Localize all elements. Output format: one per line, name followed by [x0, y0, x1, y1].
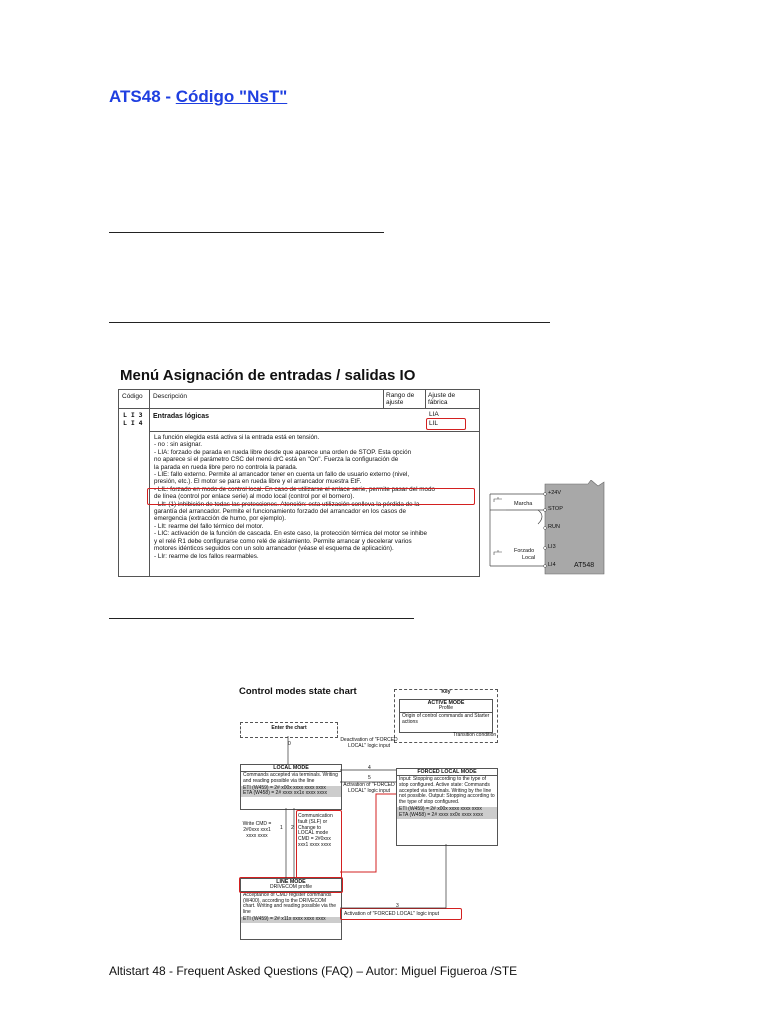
highlight-activation: [340, 908, 462, 920]
activation-bottom-label: Activation of "FORCED LOCAL" logic input: [344, 911, 439, 917]
terminal-stop: STOP: [548, 506, 563, 512]
desc-line: no aparece si el parámetro CSC del menú drC está en "On". Fuerza la configuración de: [154, 456, 399, 464]
line-etl: ETI (W459) = 2# x11x xxxx xxxx xxxx: [241, 917, 341, 923]
desc-line: - LIt: rearme del fallo térmico del motor.: [154, 522, 264, 530]
highlight-lil-row: [147, 485, 475, 505]
forced-etl: ETI (W459) = 2# x00x xxxx xxxx xxxx: [397, 807, 497, 813]
header-factory: Ajuste de fábrica: [428, 392, 456, 406]
title-link[interactable]: Código "NsT": [175, 87, 288, 106]
code-li4: L I 4: [123, 419, 143, 427]
desc-line: - no : sin asignar.: [154, 441, 202, 449]
n0: 0: [288, 741, 291, 747]
wiring-figure: [488, 480, 606, 576]
code-li3: L I 3: [123, 411, 143, 419]
key-title: Key: [441, 689, 451, 695]
line-profile: DRIVECOM profile: [241, 885, 341, 892]
menu-table: [118, 389, 480, 577]
line-title: LINE MODE: [276, 879, 306, 885]
header-description: Descripción: [153, 393, 187, 400]
device-label: AT548: [574, 562, 595, 569]
highlight-lil-factory: [426, 418, 466, 430]
comm-label: Communication fault (SLF) or Change to LOCAL mode CMD = 2#0xxx xxx1 xxxx xxxx: [298, 813, 333, 848]
local-eta: ETA (W458) = 2# xxxx xx1x xxxx xxxx: [241, 791, 341, 797]
enter-label: Enter the chart: [271, 725, 307, 731]
divider-3: [109, 618, 414, 619]
terminal-li4: LI4: [548, 562, 556, 568]
key-box: [394, 689, 498, 743]
desc-line: presión, etc.). El motor se para en rueda libre y el arrancador muestra EtF.: [154, 478, 362, 486]
n2: 2: [291, 825, 294, 831]
row-divider: [149, 431, 479, 432]
forced-text: Input: Stopping according to the type of stop configured. Active state: Commands accepted via terminals. Writing by the line not possible. Output: Stopping according to the type of stop configured.: [399, 776, 495, 806]
label-local: Local: [522, 555, 536, 561]
row-title: Entradas lógicas: [153, 413, 210, 420]
col-divider: [383, 390, 384, 408]
key-active: ACTIVE MODE: [427, 700, 465, 706]
desc-line: - LIC: activación de la función de cascada. En este caso, la protección térmica del motor se inhibe: [154, 530, 428, 538]
desc-line: - LIA: forzado de parada en rueda libre desde que aparece una orden de STOP. Esta opción: [154, 448, 412, 456]
deactivation-label: Deactivation of "FORCED LOCAL" logic input: [340, 737, 398, 749]
write-label: Write CMD = 2#0xxx xxx1 xxxx xxxx: [242, 821, 272, 839]
desc-line: garantía del arrancador. Permite el funcionamiento forzado del arrancador en los casos de: [154, 508, 407, 516]
key-sample-box: [399, 699, 493, 733]
forced-local-box: [396, 768, 498, 846]
forced-eta: ETA (W458) = 2# xxxx xx0x xxxx xxxx: [397, 813, 497, 819]
col-divider: [425, 390, 426, 408]
highlight-comm: [296, 810, 342, 884]
highlight-line-title: [239, 877, 343, 893]
divider-2: [109, 322, 550, 323]
desc-line: la parada en rueda libre pero no controla la parada.: [154, 463, 298, 471]
key-profile: Profile: [438, 705, 454, 711]
forced-title: FORCED LOCAL MODE: [397, 769, 497, 776]
factory-lia: LIA: [429, 411, 439, 418]
desc-line: - LIE: fallo externo. Permite al arrancador tener en cuenta un fallo de usuario externo (nivel,: [154, 471, 410, 479]
desc-line: - LIt: (1) inhibición de todas las protecciones. Atención: esta utilización conlleva la pérdida de la: [154, 500, 420, 508]
enter-box: [240, 722, 338, 738]
menu-heading: Menú Asignación de entradas / salidas IO: [120, 367, 416, 384]
label-marcha: Marcha: [514, 501, 533, 507]
desc-line: de línea (control por enlace serie) al modo local (control por el bornero).: [154, 493, 355, 501]
desc-line: - LIL: forzado en modo de control local. En caso de utilizarse el enlace serie, permite pasar del modo: [154, 485, 436, 493]
menu-figure: [118, 367, 478, 577]
n3: 3: [396, 903, 399, 909]
document-title: [109, 87, 287, 107]
desc-line: emergencia (extracción de humo, por ejemplo).: [154, 515, 286, 523]
desc-line: y el relé R1 debe configurarse como relé de aislamiento. Permite arrancar y decelerar varios: [154, 537, 412, 545]
n4: 4: [368, 765, 371, 771]
activation-top-label: Activation of "FORCED LOCAL" logic input: [343, 782, 395, 794]
terminal-li3: LI3: [548, 544, 556, 550]
desc-line: La función elegida está activa si la entrada está en tensión.: [154, 434, 320, 441]
local-text: Commands accepted via terminals. Writing and reading possible via the line: [243, 772, 338, 784]
n1: 1: [280, 825, 283, 831]
factory-lil: LIL: [429, 420, 439, 427]
col-divider: [149, 390, 150, 576]
header-range: Rango de ajuste: [386, 392, 415, 406]
label-forzado: Forzado: [514, 548, 535, 554]
divider-1: [109, 232, 384, 233]
local-title: LOCAL MODE: [241, 765, 341, 772]
local-mode-box: [240, 764, 342, 810]
state-chart: [236, 686, 500, 944]
desc-line: - LIr: rearme de los fallos rearmables.: [154, 552, 259, 560]
key-origin: Origin of control commands and Starter actions: [400, 712, 492, 727]
key-transition: Transition condition: [453, 732, 497, 738]
line-text: Acceptance of CMD register commands (W400), according to the DRIVECOM chart. Writing and reading possible via the line: [243, 891, 337, 916]
local-etl: ETI (W459) = 2# x00x xxxx xxxx xxxx: [241, 786, 341, 792]
header-code: Código: [122, 393, 143, 400]
n5: 5: [368, 775, 371, 781]
footer: Altistart 48 - Frequent Asked Questions (FAQ) – Autor: Miguel Figueroa /STE: [109, 964, 518, 978]
terminal-24v: +24V: [548, 490, 561, 496]
terminal-run: RUN: [548, 524, 560, 530]
title-prefix: ATS48 -: [109, 87, 176, 106]
chart-title: Control modes state chart: [239, 686, 357, 697]
desc-line: motores idénticos seguidos con un solo arrancador (véase el esquema de aplicación).: [154, 545, 394, 553]
